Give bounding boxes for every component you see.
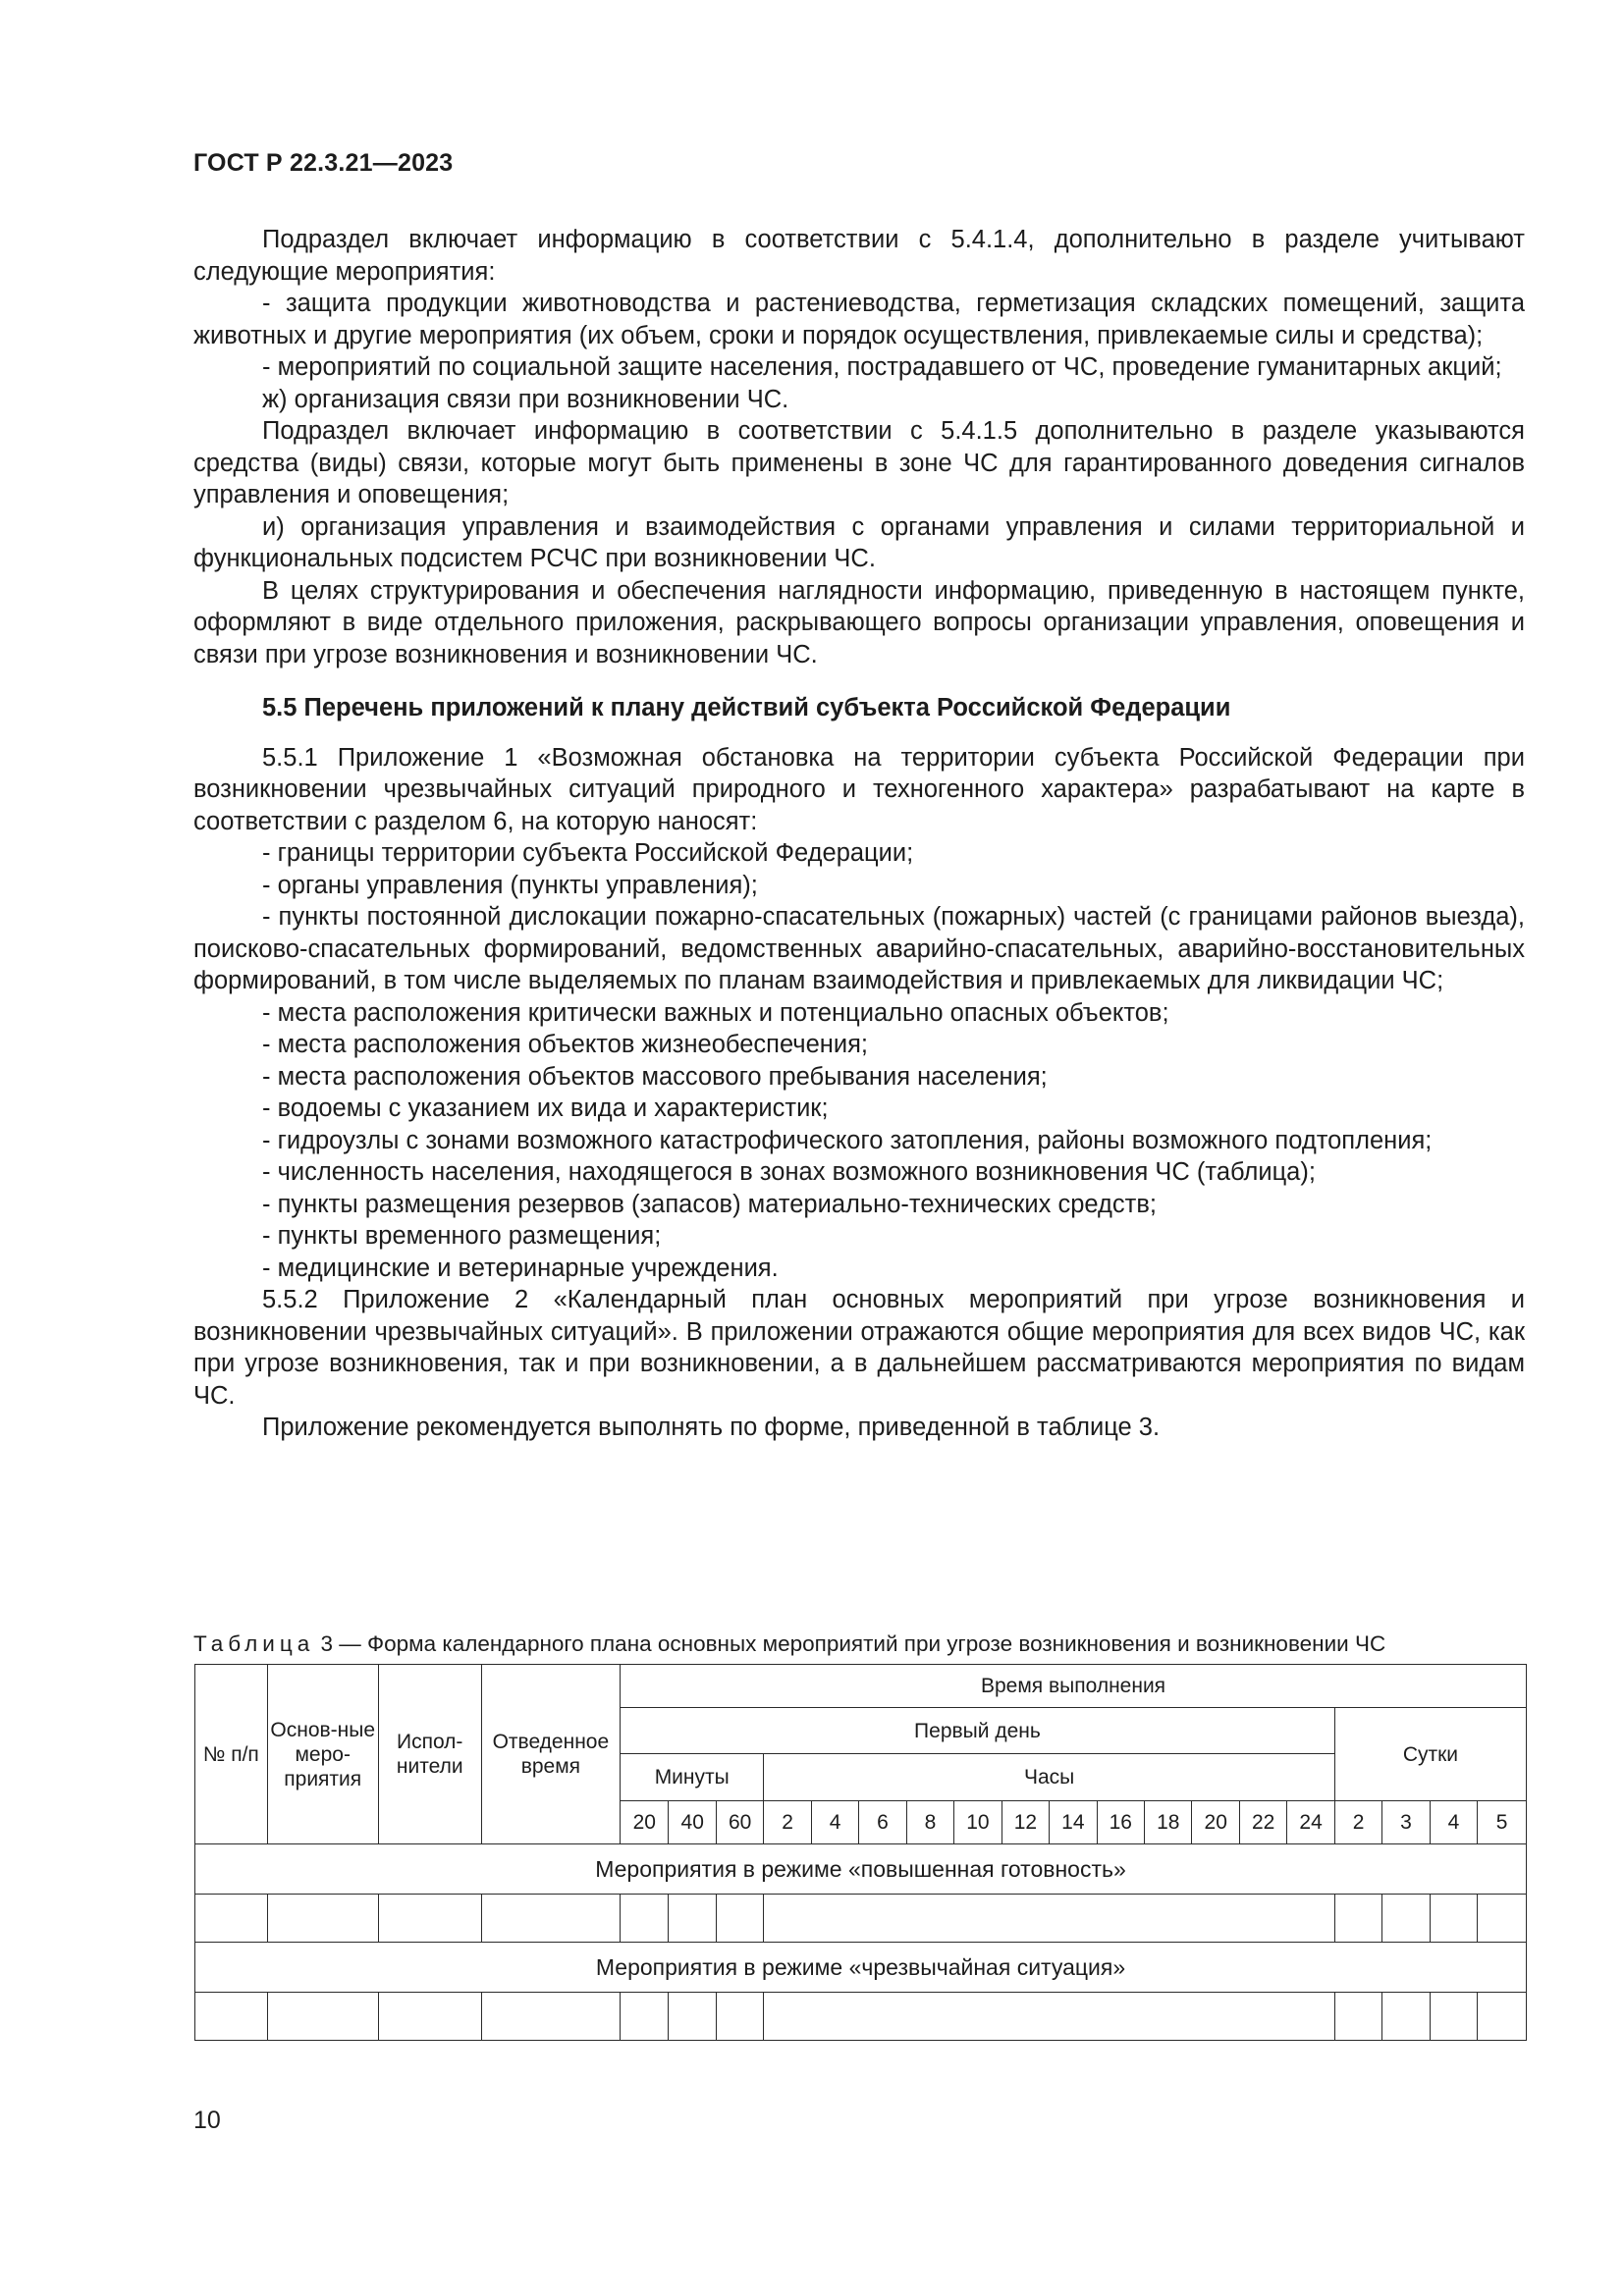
empty-cell	[669, 1895, 716, 1943]
col-header-main-activities: Основ-ные меро-приятия	[267, 1665, 378, 1844]
page-number: 10	[193, 2107, 221, 2134]
hour-value: 14	[1050, 1801, 1097, 1844]
body-text	[193, 224, 1525, 1444]
empty-cell	[378, 1895, 481, 1943]
hour-value: 22	[1239, 1801, 1286, 1844]
hour-value: 12	[1001, 1801, 1049, 1844]
day-value: 4	[1430, 1801, 1477, 1844]
table-row	[195, 1895, 1527, 1943]
paragraph: В целях структурирования и обеспечения наглядности информацию, приведенную в настоящем пункте, оформляют в виде отдельного приложения, раскрывающего вопросы организации управления, оповещения и связи при угрозе возникновения и возникновении ЧС.	[193, 576, 1525, 668]
hour-value: 4	[811, 1801, 858, 1844]
list-item: - пункты временного размещения;	[262, 1222, 662, 1250]
hour-value: 6	[859, 1801, 906, 1844]
table-caption-text: 3 — Форма календарного плана основных мероприятий при угрозе возникновения и возникновении ЧС	[320, 1631, 1386, 1656]
mode-row-high-readiness: Мероприятия в режиме «повышенная готовность»	[195, 1844, 1527, 1895]
empty-cell	[716, 1993, 763, 2041]
empty-cell	[1478, 1895, 1527, 1943]
col-header-hours: Часы	[764, 1754, 1334, 1801]
list-item: - численность населения, находящегося в зонах возможного возникновения ЧС (таблица);	[262, 1158, 1316, 1186]
empty-cell	[1430, 1895, 1477, 1943]
col-header-minutes: Минуты	[621, 1754, 764, 1801]
hour-value: 24	[1287, 1801, 1334, 1844]
mode-row-emergency: Мероприятия в режиме «чрезвычайная ситуация»	[195, 1943, 1527, 1993]
paragraph: 5.5.2 Приложение 2 «Календарный план основных мероприятий при угрозе возникновения и возникновении чрезвычайных ситуаций». В приложении отражаются общие мероприятия для всех видов ЧС, как при угрозе возникновения, так и при возникновении, а в дальнейшем рассматриваются мероприятия по видам ЧС.	[193, 1286, 1525, 1410]
col-header-execution-time: Время выполнения	[621, 1665, 1527, 1708]
empty-cell	[621, 1993, 669, 2041]
empty-cell	[1382, 1993, 1430, 2041]
empty-cell	[481, 1895, 620, 1943]
empty-cell	[378, 1993, 481, 2041]
list-item: - места расположения критически важных и потенциально опасных объектов;	[262, 998, 1169, 1027]
paragraph: 5.5.1 Приложение 1 «Возможная обстановка на территории субъекта Российской Федерации при возникновении чрезвычайных ситуаций природного и техногенного характера» разрабатывают на карте в соответствии с разделом 6, на которую наносят:	[193, 743, 1525, 835]
day-value: 3	[1382, 1801, 1430, 1844]
empty-cell	[267, 1993, 378, 2041]
empty-cell	[621, 1895, 669, 1943]
table-caption-word: Таблица	[193, 1631, 315, 1656]
hour-value: 20	[1192, 1801, 1239, 1844]
hour-value: 10	[954, 1801, 1001, 1844]
list-item: - органы управления (пункты управления);	[262, 871, 758, 899]
section-title: 5.5 Перечень приложений к плану действий субъекта Российской Федерации	[262, 694, 1231, 721]
empty-cell	[1478, 1993, 1527, 2041]
paragraph: Подраздел включает информацию в соответствии с 5.4.1.5 дополнительно в разделе указываются средства (виды) связи, которые могут быть применены в зоне ЧС для гарантированного доведения сигналов управления и оповещения;	[193, 417, 1525, 508]
table-row	[195, 1993, 1527, 2041]
list-item: - водоемы с указанием их вида и характеристик;	[262, 1095, 829, 1122]
list-item: - защита продукции животноводства и растениеводства, герметизация складских помещений, защита животных и другие мероприятия (их объем, сроки и порядок осуществления, привлекаемые силы и средства);	[193, 290, 1525, 349]
list-item: - места расположения объектов массового пребывания населения;	[262, 1062, 1048, 1091]
col-header-allotted-time: Отведенное время	[481, 1665, 620, 1844]
col-header-number: № п/п	[195, 1665, 268, 1844]
list-item: - гидроузлы с зонами возможного катастрофического затопления, районы возможного подтопления;	[262, 1126, 1433, 1154]
document-header: ГОСТ Р 22.3.21—2023	[193, 149, 454, 177]
hour-value: 8	[906, 1801, 953, 1844]
list-item: ж) организация связи при возникновении ЧС.	[262, 385, 789, 413]
paragraph: Приложение рекомендуется выполнять по форме, приведенной в таблице 3.	[262, 1414, 1161, 1441]
day-value: 5	[1478, 1801, 1527, 1844]
list-item: - медицинские и ветеринарные учреждения.	[262, 1254, 779, 1282]
col-header-executors: Испол-нители	[378, 1665, 481, 1844]
empty-cell	[1334, 1993, 1381, 2041]
list-item: - границы территории субъекта Российской Федерации;	[262, 839, 914, 867]
empty-cell	[481, 1993, 620, 2041]
empty-cell	[1334, 1895, 1381, 1943]
empty-cell	[1430, 1993, 1477, 2041]
empty-cell	[764, 1895, 1334, 1943]
col-header-days: Сутки	[1334, 1708, 1526, 1801]
empty-cell	[716, 1895, 763, 1943]
empty-cell	[195, 1895, 268, 1943]
table-caption	[193, 1631, 1529, 1657]
paragraph: Подраздел включает информацию в соответствии с 5.4.1.4, дополнительно в разделе учитывают следующие мероприятия:	[193, 226, 1525, 286]
list-item: - пункты постоянной дислокации пожарно-спасательных (пожарных) частей (с границами районов выезда), поисково-спасательных формирований, ведомственных аварийно-спасательных, аварийно-восстановительных формирований, в том числе выделяемых по планам взаимодействия и привлекаемых для ликвидации ЧС;	[193, 903, 1525, 994]
list-item: и) организация управления и взаимодействия с органами управления и силами территориальной и функциональных подсистем РСЧС при возникновении ЧС.	[193, 512, 1525, 572]
list-item: - пункты размещения резервов (запасов) материально-технических средств;	[262, 1190, 1157, 1218]
empty-cell	[764, 1993, 1334, 2041]
list-item: - мероприятий по социальной защите населения, пострадавшего от ЧС, проведение гуманитарных акций;	[262, 353, 1502, 381]
empty-cell	[669, 1993, 716, 2041]
col-header-first-day: Первый день	[621, 1708, 1335, 1754]
minute-value: 60	[716, 1801, 763, 1844]
hour-value: 2	[764, 1801, 811, 1844]
hour-value: 16	[1097, 1801, 1144, 1844]
calendar-plan-table	[194, 1664, 1527, 2041]
empty-cell	[267, 1895, 378, 1943]
minute-value: 20	[621, 1801, 669, 1844]
list-item: - места расположения объектов жизнеобеспечения;	[262, 1031, 868, 1058]
empty-cell	[195, 1993, 268, 2041]
hour-value: 18	[1145, 1801, 1192, 1844]
minute-value: 40	[669, 1801, 716, 1844]
empty-cell	[1382, 1895, 1430, 1943]
day-value: 2	[1334, 1801, 1381, 1844]
